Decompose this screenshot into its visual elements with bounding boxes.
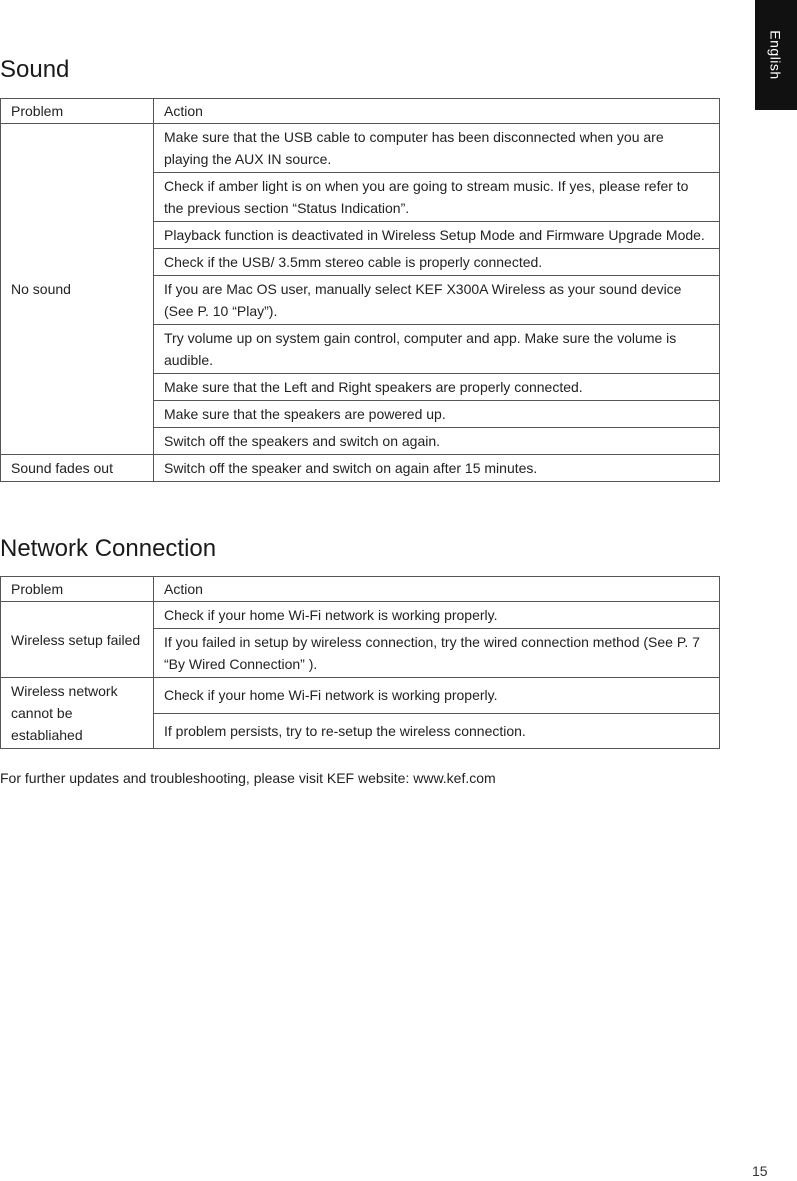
action-cell: Switch off the speakers and switch on again. [154,428,720,455]
problem-column-header: Problem [1,577,154,602]
sound-troubleshooting-table [0,98,720,482]
action-cell: If you failed in setup by wireless connection, try the wired connection method (See P. 7 “By Wired Connection” ). [154,629,720,678]
problem-cell: Sound fades out [1,455,154,482]
action-cell: If problem persists, try to re-setup the wireless connection. [154,713,720,749]
sound-section-heading: Sound [0,56,70,83]
page-number: 15 [752,1163,768,1179]
problem-cell: No sound [1,124,154,455]
action-cell: Switch off the speaker and switch on again after 15 minutes. [154,455,720,482]
network-section-heading: Network Connection [0,535,217,562]
problem-column-header: Problem [1,99,154,124]
action-cell: Try volume up on system gain control, computer and app. Make sure the volume is audible. [154,325,720,374]
table-row [1,678,720,714]
language-tab [755,0,797,110]
table-row [1,124,720,173]
action-cell: Check if amber light is on when you are going to stream music. If yes, please refer to the previous section “Status Indication”. [154,173,720,222]
table-header-row [1,577,720,602]
problem-cell: Wireless network cannot be establiahed [1,678,154,749]
action-cell: Make sure that the speakers are powered up. [154,401,720,428]
action-cell: Check if your home Wi-Fi network is working properly. [154,602,720,629]
table-row [1,602,720,629]
table-header-row [1,99,720,124]
action-cell: Make sure that the Left and Right speakers are properly connected. [154,374,720,401]
action-cell: Playback function is deactivated in Wireless Setup Mode and Firmware Upgrade Mode. [154,222,720,249]
action-cell: Make sure that the USB cable to computer has been disconnected when you are playing the AUX IN source. [154,124,720,173]
table-row [1,455,720,482]
footer-note: For further updates and troubleshooting, please visit KEF website: www.kef.com [0,770,496,786]
action-cell: If you are Mac OS user, manually select KEF X300A Wireless as your sound device (See P. 10 “Play”). [154,276,720,325]
action-cell: Check if the USB/ 3.5mm stereo cable is properly connected. [154,249,720,276]
action-column-header: Action [154,577,720,602]
action-cell: Check if your home Wi-Fi network is working properly. [154,678,720,714]
language-tab-label: English [768,30,785,80]
network-troubleshooting-table [0,576,720,749]
problem-cell: Wireless setup failed [1,602,154,678]
action-column-header: Action [154,99,720,124]
